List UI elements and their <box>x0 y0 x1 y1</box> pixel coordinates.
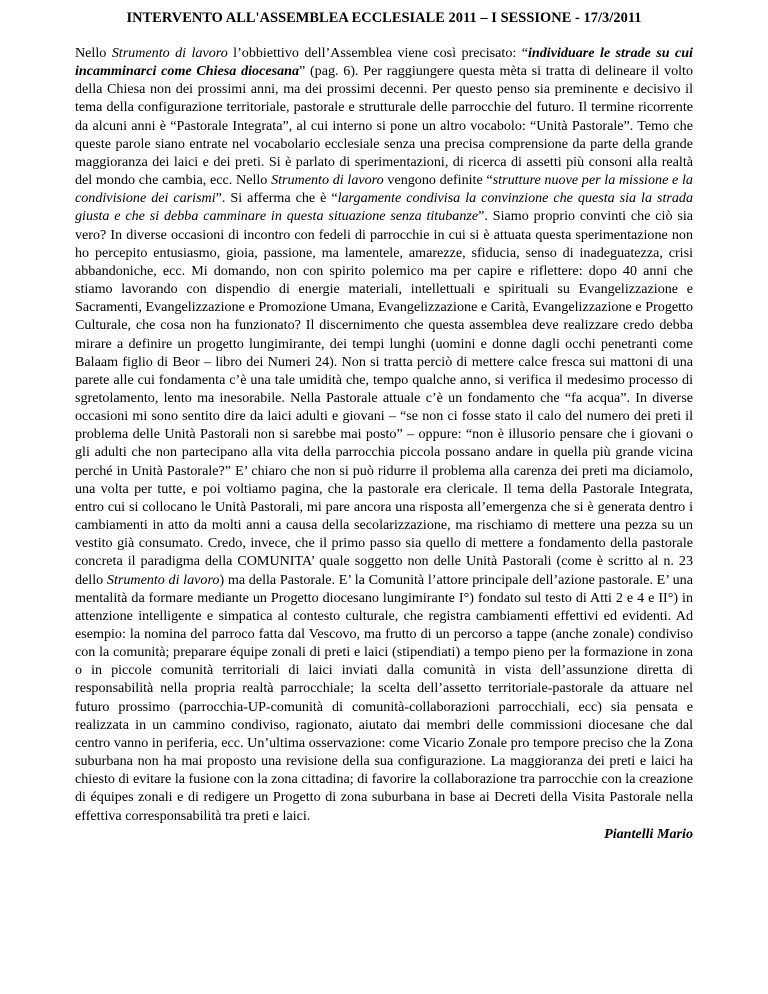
body-text: ”. Siamo proprio convinti che ciò sia vero? In diverse occasioni di incontro con fedeli di parrocchie in cui si è attuata questa sperimentazione non ho percepito entusiasmo, gioia, passione, ma lamentele, amarezze, sfiducia, senso di inadeguatezza, crisi abbandoniche, ecc. Mi domando, non con spirito polemico ma per capire e riflettere: dopo 40 anni che stiamo lavorando con dispendio di energie materiali, intellettuali e spirituali su Evangelizzazione e Sacramenti, Evangelizzazione e Promozione Umana, Evangelizzazione e Carità, Evangelizzazione e Progetto Culturale, che cosa non ha funzionato? Il discernimento che questa assemblea deve realizzare credo debba mirare a definire un progetto lungimirante, dei tempi lunghi (uomini e donne dagli occhi penetranti come Balaam figlio di Beor – libro dei Numeri 24). Non si tratta perciò di mettere calce fresca sui mattoni di una parete alle cui fondamenta c’è una tale umidità che, tempo qualche anno, si verifica il medesimo processo di sgretolamento, lento ma inesorabile. Nella Pastorale attuale c’è un fondamento che “fa acqua”. In diverse occasioni mi sono sentito dire da laici adulti e giovani – “se non ci fosse stato il calo del numero dei preti il problema delle Unità Pastorali non si sarebbe mai posto” – oppure: “non è illusorio pensare che i giovani o gli adulti che non partecipano alla vita della parrocchia piccola possano andare in quella più grande vicina perché in Unità Pastorale?” E’ chiaro che non si può ridurre il problema alla carenza dei preti ma diciamolo, una volta per tutte, e poi voltiamo pagina, che la pastorale era clericale. Il tema della Pastorale Integrata, entro cui si collocano le Unità Pastorali, mi pare ancora una risposta all’emergenza che si è generata dentro i cambiamenti in atto da molti anni a causa della secolarizzazione, ma rischiamo di mettere una pezza su un vestito già consumato. Credo, invece, che il primo passo sia quello di mettere a fondamento della pastorale concreta il paradigma della COMUNITA’ quale soggetto non delle Unità Pastorali (come è scritto al n. 23 dello <box>75 208 693 588</box>
body-text: ” (pag. 6). Per raggiungere questa mèta si tratta di delineare il volto della Chiesa non dei prossimi anni, ma dei prossimi decenni. Per questo penso sia preminente e decisivo il tema della configurazione territoriale, pastorale e strutturale delle parrocchie del futuro. Il termine ricorrente da alcuni anni è “Pastorale Integrata”, al cui interno si pone un altro vocabolo: “Unità Pastorale”. Temo che queste parole siano entrate nel vocabolario ecclesiale senza una precisa comprensione da parte della grande maggioranza dei laici e dei preti. Si è parlato di sperimentazioni, di ricerca di assetti più consoni alla realtà del mondo che cambia, ecc. Nello <box>75 63 693 189</box>
body-italic-reference: Strumento di lavoro <box>111 45 228 61</box>
body-text: vengono definite “ <box>383 172 493 189</box>
body-bold-italic-quote: individuare le strade su cui incamminarci come Chiesa diocesana <box>75 45 693 80</box>
document-title: INTERVENTO ALL'ASSEMBLEA ECCLESIALE 2011 – I SESSIONE - 17/3/2011 <box>126 10 642 26</box>
body-italic-quote: largamente condivisa la convinzione che questa sia la strada giusta e che si debba camminare in questa situazione senza titubanze <box>75 190 693 225</box>
body-italic-reference: Strumento di lavoro <box>106 571 220 588</box>
author-signature: Piantelli Mario <box>604 825 693 842</box>
body-text: Nello <box>75 45 112 61</box>
body-text: ) ma della Pastorale. E’ la Comunità l’attore principale dell’azione pastorale. E’ una mentalità da formare mediante un Progetto diocesano lungimirante I°) fondato sul testo di Atti 2 e 4 e II°) in attenzione intelligente e simpatica al contesto culturale, che registra cambiamenti effettivi ed evidenti. Ad esempio: la nomina del parroco fatta dal Vescovo, ma frutto di un percorso a tappe (anche zonale) condiviso con la comunità; preparare équipe zonali di preti e laici (stipendiati) a tempo pieno per la formazione in zona o in piccole comunità territoriali di laici inviati dalla comunità in vista dell’assunzione diretta di responsabilità nella propria realtà parrocchiale; la scelta dell’assetto territoriale-pastorale da attuare nel futuro prossimo (parrocchia-UP-comunità di comunità-collaborazioni parrocchiali, ecc) sia pensata e realizzata in un cammino condiviso, ragionato, aiutato dai membri delle commissioni diocesane che dal centro vanno in periferia, ecc. Un’ultima osservazione: come Vicario Zonale pro tempore preciso che la Zona suburbana non ha mai proposto una revisione della sua configurazione. La maggioranza dei preti e laici ha chiesto di evitare la fusione con la zona cittadina; di favorire la collaborazione tra parrocchie con la creazione di équipes zonali e di redigere un Progetto di zona suburbana in base ai Decreti della Visita Pastorale nella effettiva corresponsabilità tra preti e laici. <box>75 571 693 824</box>
body-italic-quote: strutture nuove per la missione e la condivisione dei carismi <box>75 172 693 207</box>
body-text: l’obbiettivo dell’Assemblea viene così precisato: “ <box>227 45 528 61</box>
body-text: ”. Si afferma che è “ <box>215 190 338 207</box>
body-italic-reference: Strumento di lavoro <box>271 172 384 189</box>
document-body <box>75 44 693 825</box>
document-page <box>75 8 693 843</box>
